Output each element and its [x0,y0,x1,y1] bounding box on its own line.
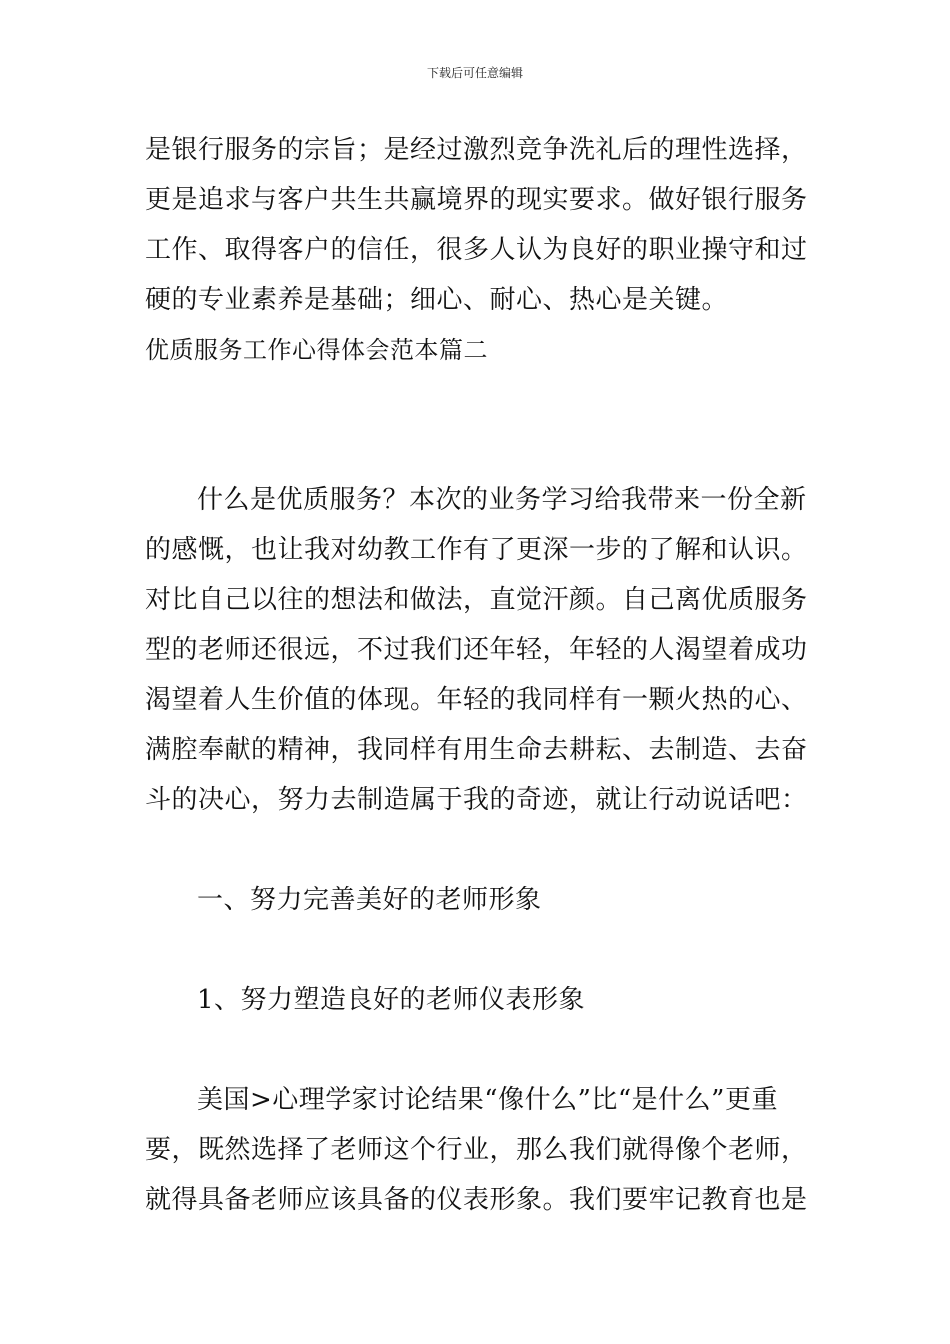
blank-line [145,425,810,475]
paragraph-3 [145,1075,810,1225]
paragraph-line: 型的老师还很远，不过我们还年轻，年轻的人渴望着成功 [145,635,808,665]
paragraph-2 [145,475,810,825]
paragraph-1 [145,125,810,325]
paragraph-line: 渴望着人生价值的体现。年轻的我同样有一颗火热的心、 [145,685,808,715]
paragraph-line: 什么是优质服务？本次的业务学习给我带来一份全新 [197,485,807,515]
paragraph-line: 要，既然选择了老师这个行业，那么我们就得像个老师， [145,1135,808,1165]
paragraph-line: 更是追求与客户共生共赢境界的现实要求。做好银行服务 [145,185,808,215]
heading-level-2: 1、努力塑造良好的老师仪表形象 [197,985,586,1015]
document-body [145,125,810,1225]
heading-level-1: 一、努力完善美好的老师形象 [197,885,542,915]
page-header-note: 下载后可任意编辑 [426,66,523,80]
paragraph-line: 的感慨，也让我对幼教工作有了更深一步的了解和认识。 [145,535,808,565]
paragraph-line: 满腔奉献的精神，我同样有用生命去耕耘、去制造、去奋 [145,735,808,765]
section-title: 优质服务工作心得体会范本篇二 [145,336,488,364]
paragraph-line: 就得具备老师应该具备的仪表形象。我们要牢记教育也是 [145,1185,808,1215]
paragraph-line: 斗的决心，努力去制造属于我的奇迹，就让行动说话吧： [145,785,808,815]
paragraph-line: 硬的专业素养是基础；细心、耐心、热心是关键。 [145,285,729,315]
blank-line [145,825,810,875]
blank-line [145,1025,810,1075]
blank-line [145,375,810,425]
paragraph-line: 对比自己以往的想法和做法，直觉汗颜。自己离优质服务 [145,585,808,615]
paragraph-line: 工作、取得客户的信任，很多人认为良好的职业操守和过 [145,235,808,265]
blank-line [145,925,810,975]
paragraph-line: 是银行服务的宗旨；是经过激烈竞争洗礼后的理性选择， [145,135,808,165]
paragraph-line: 美国>心理学家讨论结果“像什么”比“是什么”更重 [197,1085,778,1115]
